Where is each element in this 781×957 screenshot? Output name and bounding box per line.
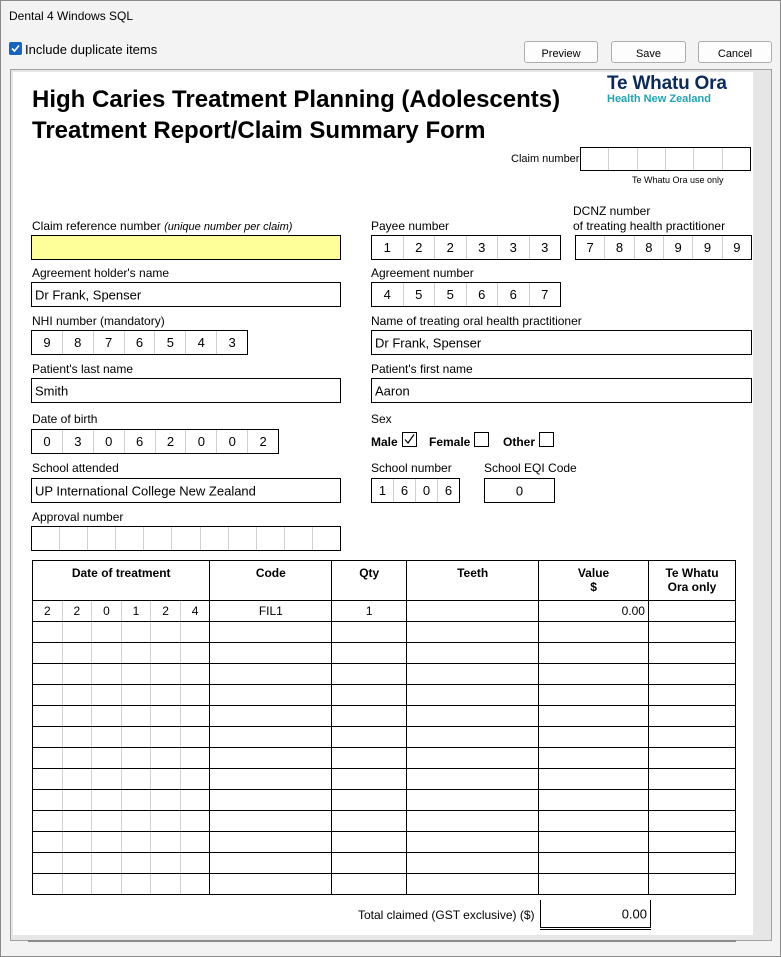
table-cell — [62, 832, 92, 853]
claim-ref-note: (unique number per claim) — [164, 221, 293, 233]
table-cell — [332, 832, 407, 853]
table-cell — [407, 832, 539, 853]
table-row[interactable] — [33, 706, 736, 727]
table-cell — [332, 748, 407, 769]
table-cell — [121, 874, 151, 895]
table-cell — [180, 832, 210, 853]
table-cell — [151, 727, 181, 748]
table-cell — [62, 790, 92, 811]
table-cell — [92, 769, 122, 790]
table-cell — [407, 706, 539, 727]
table-cell — [151, 769, 181, 790]
table-cell — [180, 727, 210, 748]
table-row[interactable] — [33, 769, 736, 790]
table-cell — [121, 622, 151, 643]
table-cell — [539, 790, 649, 811]
header-value: Value $ — [539, 561, 649, 601]
table-cell — [92, 727, 122, 748]
total-label: Total claimed (GST exclusive) ($) — [358, 908, 535, 922]
school-eqi-input[interactable]: 0 — [484, 478, 555, 503]
table-cell — [539, 874, 649, 895]
table-row[interactable] — [33, 622, 736, 643]
table-cell — [407, 853, 539, 874]
table-cell — [121, 853, 151, 874]
table-cell — [180, 769, 210, 790]
table-cell — [539, 685, 649, 706]
practitioner-label: Name of treating oral health practitioner — [371, 314, 582, 328]
table-cell — [151, 622, 181, 643]
total-underline — [540, 929, 651, 930]
table-cell — [92, 664, 122, 685]
table-cell — [121, 748, 151, 769]
claim-number-field[interactable] — [580, 147, 751, 171]
form-title-line2: Treatment Report/Claim Summary Form — [32, 117, 486, 144]
table-cell — [210, 622, 332, 643]
table-cell — [92, 811, 122, 832]
table-cell — [210, 832, 332, 853]
table-cell — [648, 769, 735, 790]
table-cell — [151, 748, 181, 769]
table-cell — [407, 811, 539, 832]
table-row[interactable] — [33, 790, 736, 811]
table-row[interactable] — [33, 832, 736, 853]
table-cell — [648, 727, 735, 748]
table-cell — [332, 727, 407, 748]
table-cell — [539, 769, 649, 790]
table-row[interactable] — [33, 643, 736, 664]
table-cell — [210, 853, 332, 874]
table-cell — [62, 748, 92, 769]
table-cell — [407, 622, 539, 643]
table-cell — [151, 853, 181, 874]
te-whatu-ora-use-only: Te Whatu Ora use only — [632, 175, 724, 185]
horizontal-scrollbar[interactable] — [28, 940, 736, 942]
agreement-holder-label: Agreement holder's name — [32, 266, 170, 280]
table-cell — [151, 811, 181, 832]
table-cell — [33, 790, 63, 811]
dob-field[interactable]: 0 3 0 6 2 0 0 2 — [31, 429, 279, 454]
table-row[interactable] — [33, 748, 736, 769]
table-cell — [33, 811, 63, 832]
table-cell — [151, 664, 181, 685]
sex-male-label: Male — [371, 435, 398, 449]
table-cell — [180, 874, 210, 895]
table-cell — [539, 748, 649, 769]
table-cell — [648, 790, 735, 811]
row-code: FIL1 — [210, 601, 332, 622]
table-cell — [210, 643, 332, 664]
header-date: Date of treatment — [33, 561, 210, 601]
table-row[interactable] — [33, 811, 736, 832]
window-title: Dental 4 Windows SQL — [9, 9, 134, 23]
table-cell — [62, 874, 92, 895]
sex-label: Sex — [371, 412, 392, 426]
table-cell — [33, 832, 63, 853]
table-cell — [332, 685, 407, 706]
table-cell — [210, 790, 332, 811]
claim-ref-input[interactable] — [31, 235, 341, 260]
table-cell — [332, 769, 407, 790]
table-row[interactable] — [33, 685, 736, 706]
payee-label: Payee number — [371, 219, 450, 233]
table-cell — [151, 643, 181, 664]
table-cell — [151, 874, 181, 895]
header-qty: Qty — [332, 561, 407, 601]
table-cell — [539, 622, 649, 643]
header-code: Code — [210, 561, 332, 601]
sex-other-checkbox[interactable] — [539, 432, 554, 447]
table-cell — [648, 643, 735, 664]
checkmark-icon — [10, 43, 21, 54]
dcnz-number-field[interactable]: 7 8 8 9 9 9 — [575, 235, 752, 260]
table-cell — [407, 874, 539, 895]
table-cell — [92, 643, 122, 664]
table-cell — [151, 790, 181, 811]
table-cell — [121, 832, 151, 853]
table-cell — [648, 622, 735, 643]
row-qty: 1 — [332, 601, 407, 622]
table-cell — [407, 685, 539, 706]
cancel-button[interactable]: Cancel — [698, 41, 772, 63]
checkmark-icon — [403, 433, 416, 446]
table-cell — [332, 664, 407, 685]
payee-number-field[interactable]: 1 2 2 3 3 3 — [371, 235, 561, 260]
table-cell — [121, 685, 151, 706]
table-cell — [210, 727, 332, 748]
logo-sub: Health New Zealand — [607, 93, 711, 105]
header-teeth: Teeth — [407, 561, 539, 601]
agreement-holder-input[interactable]: Dr Frank, Spenser — [31, 282, 341, 307]
table-cell — [92, 874, 122, 895]
table-cell — [180, 811, 210, 832]
dob-label: Date of birth — [32, 412, 98, 426]
table-cell — [332, 622, 407, 643]
claim-number-label: Claim number — [511, 153, 580, 165]
table-cell — [151, 706, 181, 727]
school-label: School attended — [32, 461, 119, 475]
table-cell — [62, 769, 92, 790]
total-value-box: 0.00 — [540, 900, 651, 928]
table-cell — [539, 664, 649, 685]
table-cell — [210, 874, 332, 895]
table-cell — [539, 832, 649, 853]
table-cell — [92, 748, 122, 769]
table-cell — [407, 727, 539, 748]
row-te-whatu-ora — [648, 601, 735, 622]
claim-form-page — [13, 72, 753, 935]
table-row[interactable] — [33, 727, 736, 748]
table-cell — [407, 748, 539, 769]
table-cell — [648, 706, 735, 727]
school-number-field[interactable]: 1 6 0 6 — [371, 478, 460, 503]
table-cell — [210, 748, 332, 769]
nhi-label: NHI number (mandatory) — [32, 314, 165, 328]
school-eqi-label: School EQI Code — [484, 461, 577, 475]
table-cell — [648, 874, 735, 895]
table-cell — [151, 685, 181, 706]
table-cell — [121, 706, 151, 727]
table-cell — [648, 811, 735, 832]
table-cell — [121, 769, 151, 790]
table-cell — [121, 811, 151, 832]
table-cell — [62, 706, 92, 727]
table-cell — [210, 685, 332, 706]
table-cell — [33, 664, 63, 685]
table-cell — [332, 853, 407, 874]
table-cell — [210, 706, 332, 727]
claim-ref-label: Claim reference number (unique number per claim) — [32, 219, 293, 233]
approval-label: Approval number — [32, 510, 124, 524]
school-number-label: School number — [371, 461, 452, 475]
include-duplicates-label[interactable]: Include duplicate items — [25, 42, 158, 57]
table-cell — [180, 664, 210, 685]
table-cell — [92, 790, 122, 811]
table-row[interactable] — [33, 664, 736, 685]
practitioner-input[interactable]: Dr Frank, Spenser — [371, 330, 752, 355]
table-cell — [407, 769, 539, 790]
nhi-number-field[interactable]: 9 8 7 6 5 4 3 — [31, 330, 248, 355]
agreement-number-label: Agreement number — [371, 266, 474, 280]
sex-male-checkbox[interactable] — [402, 432, 417, 447]
table-cell — [539, 811, 649, 832]
table-cell — [407, 664, 539, 685]
table-cell — [33, 769, 63, 790]
logo-main: Te Whatu Ora — [607, 73, 727, 94]
table-cell — [62, 643, 92, 664]
row-value: 0.00 — [539, 601, 649, 622]
table-cell — [539, 727, 649, 748]
table-cell — [33, 706, 63, 727]
table-cell — [33, 622, 63, 643]
table-cell — [407, 790, 539, 811]
approval-number-field[interactable] — [31, 526, 341, 551]
table-cell — [210, 664, 332, 685]
table-cell — [210, 769, 332, 790]
table-cell — [180, 622, 210, 643]
table-cell — [92, 853, 122, 874]
last-name-label: Patient's last name — [32, 362, 134, 376]
table-cell — [121, 643, 151, 664]
table-cell — [180, 706, 210, 727]
table-cell — [648, 832, 735, 853]
agreement-number-field[interactable]: 4 5 5 6 6 7 — [371, 282, 561, 307]
table-cell — [648, 664, 735, 685]
table-cell — [151, 832, 181, 853]
treatment-table — [32, 560, 736, 895]
table-cell — [121, 790, 151, 811]
table-cell — [648, 853, 735, 874]
table-cell — [407, 643, 539, 664]
table-cell — [92, 706, 122, 727]
table-cell — [539, 853, 649, 874]
sex-other-label: Other — [503, 435, 536, 449]
table-cell — [648, 685, 735, 706]
table-cell — [210, 811, 332, 832]
last-name-input[interactable]: Smith — [31, 378, 341, 403]
table-cell — [33, 643, 63, 664]
table-cell — [62, 685, 92, 706]
dcnz-label-1: DCNZ number — [573, 204, 651, 218]
table-cell — [539, 643, 649, 664]
table-cell — [121, 664, 151, 685]
table-cell — [332, 706, 407, 727]
title-bar — [1, 1, 780, 32]
dcnz-label-2: of treating health practitioner — [573, 219, 726, 233]
toolbar — [1, 32, 780, 70]
table-cell — [332, 874, 407, 895]
save-button[interactable]: Save — [611, 41, 686, 63]
first-name-input[interactable]: Aaron — [371, 378, 752, 403]
table-cell — [62, 853, 92, 874]
sex-female-label: Female — [429, 435, 471, 449]
sex-female-checkbox[interactable] — [474, 432, 489, 447]
table-cell — [332, 643, 407, 664]
table-cell — [332, 790, 407, 811]
table-cell — [180, 853, 210, 874]
table-cell — [180, 748, 210, 769]
table-cell — [180, 790, 210, 811]
table-cell — [92, 685, 122, 706]
table-row[interactable]: 2 2 0 1 2 4 FIL1 1 0.00 — [33, 601, 736, 622]
table-cell — [62, 811, 92, 832]
first-name-label: Patient's first name — [371, 362, 473, 376]
table-cell — [648, 748, 735, 769]
row-teeth — [407, 601, 539, 622]
table-cell — [332, 811, 407, 832]
preview-button[interactable]: Preview — [524, 41, 598, 63]
table-cell — [33, 748, 63, 769]
table-row[interactable] — [33, 874, 736, 895]
table-cell — [33, 685, 63, 706]
include-duplicates-checkbox[interactable] — [9, 42, 22, 55]
table-row[interactable] — [33, 853, 736, 874]
table-cell — [121, 727, 151, 748]
table-cell — [180, 643, 210, 664]
school-input[interactable]: UP International College New Zealand — [31, 478, 341, 503]
table-cell — [539, 706, 649, 727]
table-cell — [33, 853, 63, 874]
header-te-whatu-ora: Te Whatu Ora only — [648, 561, 735, 601]
table-cell — [62, 727, 92, 748]
table-cell — [92, 622, 122, 643]
table-cell — [62, 664, 92, 685]
table-cell — [33, 727, 63, 748]
table-cell — [92, 832, 122, 853]
table-cell — [180, 685, 210, 706]
table-cell — [33, 874, 63, 895]
table-cell — [62, 622, 92, 643]
form-title-line1: High Caries Treatment Planning (Adolescents) — [32, 86, 561, 113]
